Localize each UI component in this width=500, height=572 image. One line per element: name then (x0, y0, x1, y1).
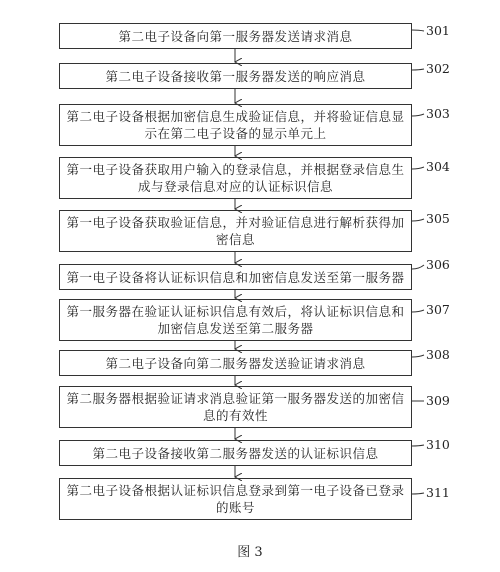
figure-caption: 图 3 (237, 545, 263, 560)
step-number-302: 302 (426, 61, 450, 76)
step-text-307: 第一服务器在验证认证标识信息有效后，将认证标识信息和加密信息发送至第二服务器 (66, 304, 405, 336)
step-text-301: 第二电子设备向第一服务器发送请求消息 (118, 28, 353, 44)
step-text-305: 第一电子设备获取验证信息，并对验证信息进行解析获得加密信息 (66, 215, 405, 247)
step-text-304: 第一电子设备获取用户输入的登录信息，并根据登录信息生成与登录信息对应的认证标识信息 (66, 162, 405, 194)
step-text-309: 第二服务器根据验证请求消息验证第一服务器发送的加密信息的有效性 (66, 391, 405, 423)
step-text-302: 第二电子设备接收第一服务器发送的响应消息 (105, 68, 366, 84)
step-text-311: 第二电子设备根据认证标识信息登录到第一电子设备已登录的账号 (66, 483, 405, 515)
step-number-306: 306 (426, 257, 450, 272)
step-number-310: 310 (426, 437, 450, 452)
step-number-308: 308 (426, 347, 450, 362)
step-number-304: 304 (426, 159, 450, 174)
step-number-307: 307 (426, 302, 450, 317)
step-number-303: 303 (426, 106, 450, 121)
step-text-303: 第二电子设备根据加密信息生成验证信息，并将验证信息显示在第二电子设备的显示单元上 (66, 109, 405, 141)
step-text-306: 第一电子设备将认证标识信息和加密信息发送至第一服务器 (66, 269, 405, 285)
step-text-310: 第二电子设备接收第二服务器发送的认证标识信息 (92, 445, 379, 461)
step-number-311: 311 (426, 485, 450, 500)
step-number-309: 309 (426, 393, 450, 408)
step-number-305: 305 (426, 211, 450, 226)
step-text-308: 第二电子设备向第二服务器发送验证请求消息 (105, 355, 366, 371)
step-number-301: 301 (426, 23, 450, 38)
